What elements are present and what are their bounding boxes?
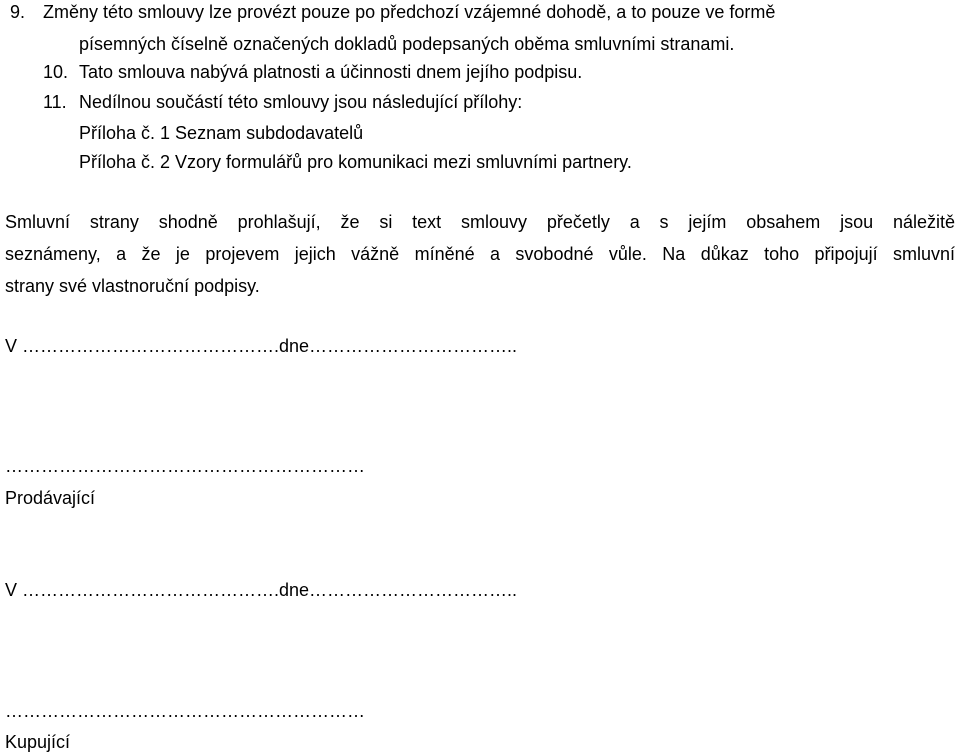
list-item-9-line-2: písemných číselně označených dokladů podepsaných oběma smluvními stranami. (79, 34, 735, 54)
list-item-10-text: Tato smlouva nabývá platnosti a účinnosti dnem jejího podpisu. (79, 62, 583, 82)
list-item-11-text: Nedílnou součástí této smlouvy jsou následující přílohy: (79, 92, 523, 112)
buyer-signature-line: …………………………………………………… (5, 701, 365, 721)
list-item-9-number: 9. (10, 2, 26, 22)
declaration-line-1: Smluvní strany shodně prohlašují, že si text smlouvy přečetly a s jejím obsahem jsou náležitě (5, 212, 955, 232)
list-item-10-number: 10. (43, 62, 69, 82)
list-item-11-number: 11. (43, 92, 67, 112)
list-item-9-line-1: Změny této smlouvy lze provézt pouze po předchozí vzájemné dohodě, a to pouze ve formě (43, 2, 776, 22)
seller-place-date-field: V …………………………………….dne…………………………….. (5, 336, 518, 356)
annex-2: Příloha č. 2 Vzory formulářů pro komunikaci mezi smluvními partnery. (79, 152, 632, 172)
declaration-line-3: strany své vlastnoruční podpisy. (5, 276, 260, 296)
seller-label: Prodávající (5, 488, 96, 508)
annex-1: Příloha č. 1 Seznam subdodavatelů (79, 123, 364, 143)
buyer-place-date-field: V …………………………………….dne…………………………….. (5, 580, 518, 600)
seller-signature-line: …………………………………………………… (5, 456, 365, 476)
buyer-label: Kupující (5, 732, 71, 752)
declaration-line-2: seznámeny, a že je projevem jejich vážně míněné a svobodné vůle. Na důkaz toho připojují smluvní (5, 244, 955, 264)
